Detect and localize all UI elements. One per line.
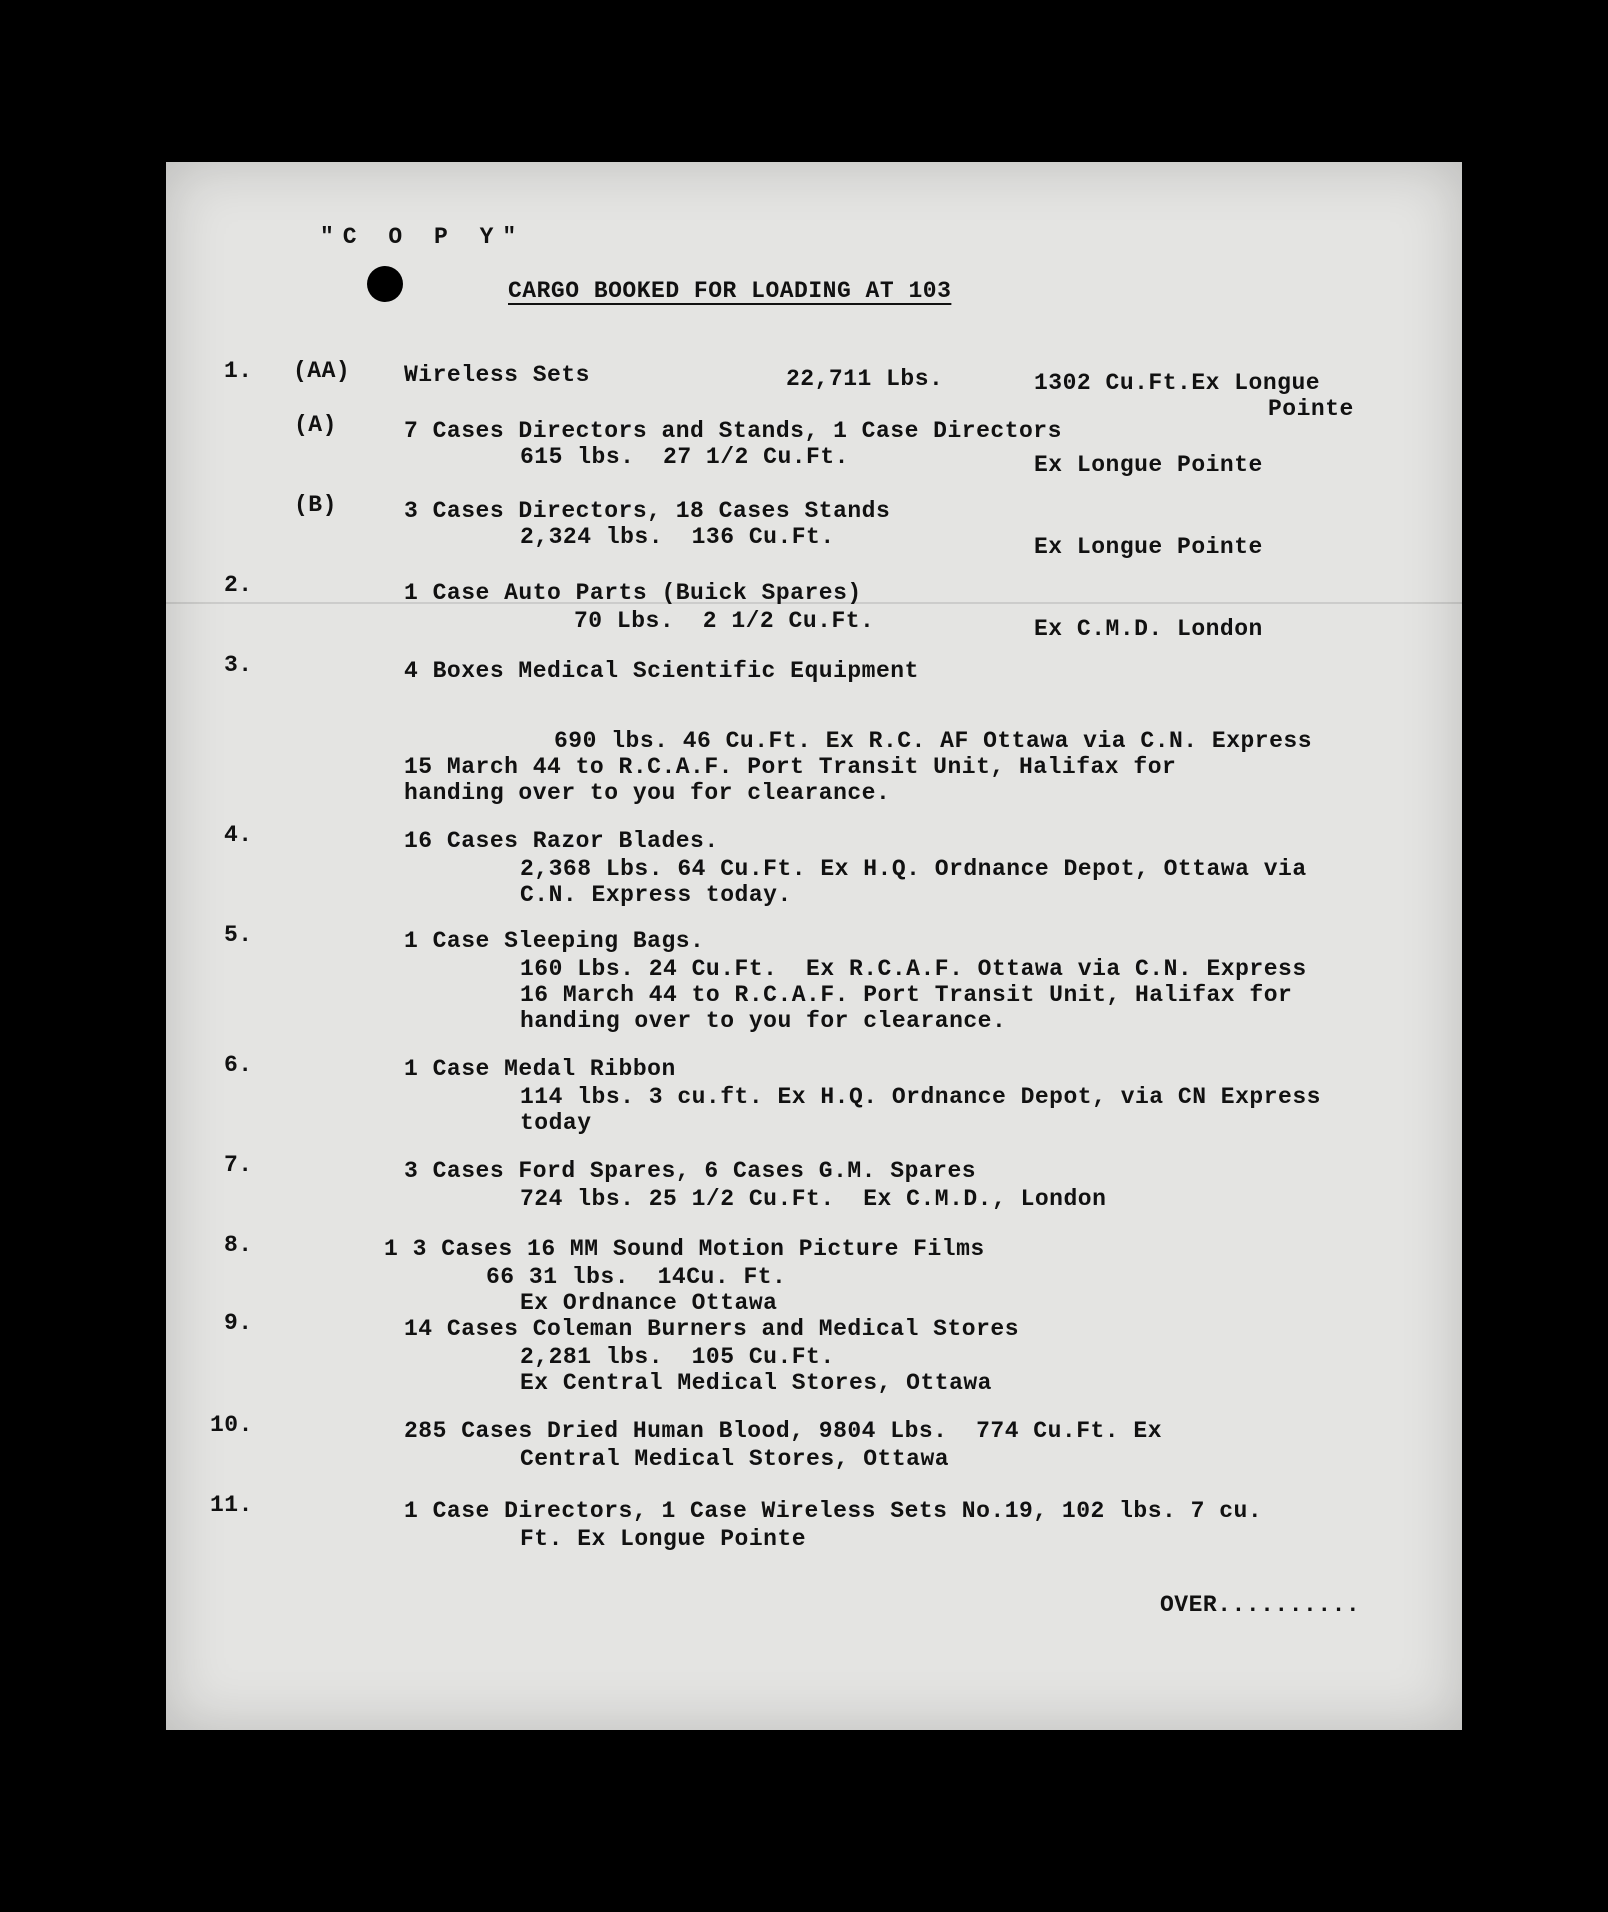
item-sub-label: (B) (294, 492, 337, 518)
item-detail-line: 160 Lbs. 24 Cu.Ft. Ex R.C.A.F. Ottawa via C.N. Express (520, 956, 1307, 982)
item-description: 4 Boxes Medical Scientific Equipment (404, 658, 919, 684)
item-detail-line: 724 lbs. 25 1/2 Cu.Ft. Ex C.M.D., London (520, 1186, 1107, 1212)
document-page (166, 162, 1462, 1730)
copy-mark: "C O P Y" (320, 224, 526, 250)
item-detail-line: 690 lbs. 46 Cu.Ft. Ex R.C. AF Ottawa via C.N. Express (554, 728, 1313, 754)
item-volume-origin: 1302 Cu.Ft.Ex Longue (1034, 370, 1321, 396)
item-detail-line: 16 March 44 to R.C.A.F. Port Transit Unit, Halifax for (520, 982, 1293, 1008)
item-detail-line: 114 lbs. 3 cu.ft. Ex H.Q. Ordnance Depot, via CN Express (520, 1084, 1321, 1110)
document-title: CARGO BOOKED FOR LOADING AT 103 (508, 278, 952, 304)
item-detail: 70 Lbs. 2 1/2 Cu.Ft. (574, 608, 875, 634)
item-detail-line: C.N. Express today. (520, 882, 792, 908)
item-number: 4. (224, 822, 253, 848)
item-detail-line: today (520, 1110, 592, 1136)
item-description: 1 Case Sleeping Bags. (404, 928, 705, 954)
item-detail-line: 2,368 Lbs. 64 Cu.Ft. Ex H.Q. Ordnance Depot, Ottawa via (520, 856, 1307, 882)
item-number: 9. (224, 1310, 253, 1336)
item-detail-line: 66 31 lbs. 14Cu. Ft. (486, 1264, 787, 1290)
item-number: 5. (224, 922, 253, 948)
item-number: 11. (210, 1492, 253, 1518)
punch-hole (367, 266, 403, 302)
item-detail-line: Ex Central Medical Stores, Ottawa (520, 1370, 992, 1396)
item-weight: 22,711 Lbs. (786, 366, 944, 392)
item-detail-line: 15 March 44 to R.C.A.F. Port Transit Unit, Halifax for (404, 754, 1177, 780)
item-origin-cont: Pointe (1268, 396, 1354, 422)
item-description: 1 Case Directors, 1 Case Wireless Sets No.19, 102 lbs. 7 cu. (404, 1498, 1263, 1524)
item-number: 3. (224, 652, 253, 678)
item-detail: 2,324 lbs. 136 Cu.Ft. (520, 524, 835, 550)
item-number: 2. (224, 572, 253, 598)
item-description: 285 Cases Dried Human Blood, 9804 Lbs. 774 Cu.Ft. Ex (404, 1418, 1163, 1444)
item-sub-label: (AA) (293, 358, 351, 384)
item-description: 1 Case Medal Ribbon (404, 1056, 676, 1082)
item-description: 16 Cases Razor Blades. (404, 828, 719, 854)
item-origin: Ex Longue Pointe (1034, 534, 1263, 560)
item-detail-line: Ft. Ex Longue Pointe (520, 1526, 807, 1552)
item-number: 8. (224, 1232, 253, 1258)
item-origin: Ex Longue Pointe (1034, 452, 1263, 478)
item-number: 10. (210, 1412, 253, 1438)
item-detail-line: handing over to you for clearance. (404, 780, 891, 806)
item-description: 14 Cases Coleman Burners and Medical Stores (404, 1316, 1019, 1342)
item-description: 3 Cases Ford Spares, 6 Cases G.M. Spares (404, 1158, 977, 1184)
item-number: 6. (224, 1052, 253, 1078)
over-note: OVER.......... (1160, 1592, 1361, 1618)
item-number: 1. (224, 358, 253, 384)
item-description: 7 Cases Directors and Stands, 1 Case Directors (404, 418, 1062, 444)
item-number: 7. (224, 1152, 253, 1178)
item-description: 1 Case Auto Parts (Buick Spares) (404, 580, 862, 606)
item-origin: Ex C.M.D. London (1034, 616, 1263, 642)
item-sub-label: (A) (294, 412, 337, 438)
item-description: Wireless Sets (404, 362, 590, 388)
item-description: 3 Cases Directors, 18 Cases Stands (404, 498, 891, 524)
item-detail-line: Central Medical Stores, Ottawa (520, 1446, 950, 1472)
item-description: 1 3 Cases 16 MM Sound Motion Picture Films (384, 1236, 985, 1262)
item-detail-line: 2,281 lbs. 105 Cu.Ft. (520, 1344, 835, 1370)
item-detail-line: handing over to you for clearance. (520, 1008, 1007, 1034)
item-detail-line: Ex Ordnance Ottawa (520, 1290, 778, 1316)
item-detail: 615 lbs. 27 1/2 Cu.Ft. (520, 444, 849, 470)
